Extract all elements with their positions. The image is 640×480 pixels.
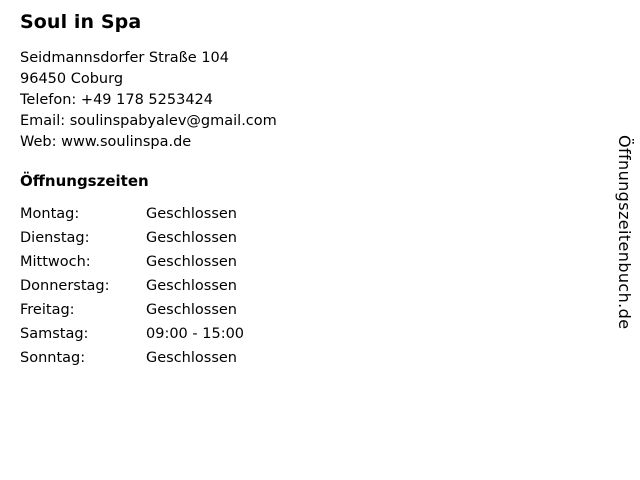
phone-line: Telefon: +49 178 5253424 — [20, 92, 213, 108]
day-label: Sonntag: — [20, 350, 86, 366]
day-hours: Geschlossen — [146, 302, 237, 318]
day-hours: 09:00 - 15:00 — [146, 326, 245, 342]
opening-hours-table — [20, 205, 244, 373]
table-row — [20, 301, 244, 325]
table-row — [20, 277, 244, 301]
page-title: Soul in Spa — [20, 11, 142, 33]
day-label: Donnerstag: — [20, 278, 110, 294]
table-row — [20, 253, 244, 277]
day-label: Montag: — [20, 206, 80, 222]
address-street: Seidmannsdorfer Straße 104 — [20, 50, 230, 66]
table-row — [20, 325, 244, 349]
day-label: Mittwoch: — [20, 254, 91, 270]
table-row — [20, 349, 244, 373]
address-city: 96450 Coburg — [20, 71, 124, 87]
email-line: Email: soulinspabyalev@gmail.com — [20, 113, 277, 129]
business-info-panel — [20, 10, 580, 373]
day-hours: Geschlossen — [146, 278, 237, 294]
opening-hours-heading: Öffnungszeiten — [20, 172, 149, 190]
website-line: Web: www.soulinspa.de — [20, 134, 192, 150]
day-label: Freitag: — [20, 302, 75, 318]
address-block — [20, 48, 580, 153]
day-label: Dienstag: — [20, 230, 90, 246]
day-hours: Geschlossen — [146, 206, 237, 222]
table-row — [20, 205, 244, 229]
day-label: Samstag: — [20, 326, 89, 342]
table-row — [20, 229, 244, 253]
watermark-label: Öffnungszeitenbuch.de — [615, 135, 634, 330]
day-hours: Geschlossen — [146, 254, 237, 270]
day-hours: Geschlossen — [146, 350, 237, 366]
day-hours: Geschlossen — [146, 230, 237, 246]
